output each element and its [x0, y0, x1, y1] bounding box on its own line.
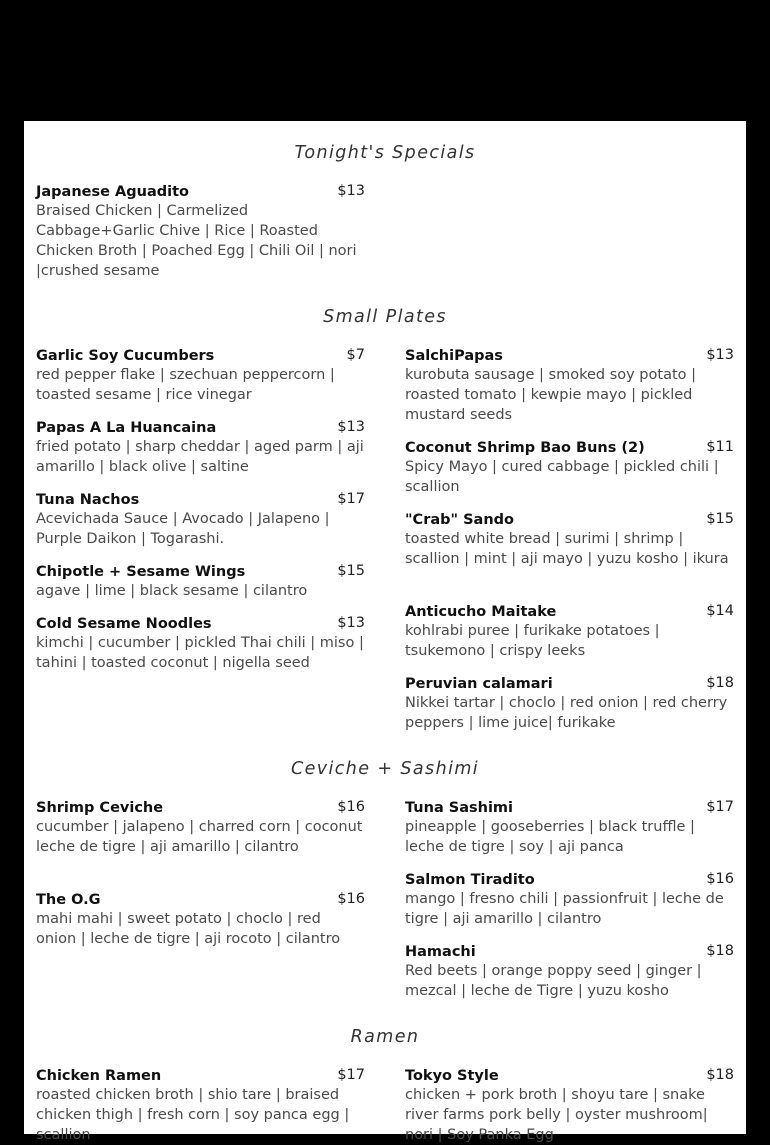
item-description: cucumber | jalapeno | charred corn | coconut leche de tigre | aji amarillo | cilantro: [36, 819, 363, 855]
section-title-ceviche-sashimi: Ceviche + Sashimi: [290, 759, 480, 779]
item-name: Tokyo Style: [405, 1068, 499, 1084]
item-name: Japanese Aguadito: [36, 184, 189, 200]
item-description: Acevichada Sauce | Avocado | Jalapeno | Purple Daikon | Togarashi.: [36, 511, 330, 547]
item-description: kurobuta sausage | smoked soy potato | roasted tomato | kewpie mayo | pickled mustard seeds: [405, 367, 697, 423]
item-price: $16: [337, 799, 365, 815]
item-description: pineapple | gooseberries | black truffle | leche de tigre | soy | aji panca: [405, 819, 695, 855]
item-price: $17: [337, 1067, 365, 1083]
item-name: Hamachi: [405, 944, 476, 960]
menu-item: [405, 509, 734, 569]
menu-item: [405, 869, 734, 929]
menu-item: [405, 673, 734, 733]
item-price: $18: [706, 1067, 734, 1083]
menu-item: [405, 601, 734, 661]
item-description: red pepper flake | szechuan peppercorn | toasted sesame | rice vinegar: [36, 367, 335, 403]
item-name: Peruvian calamari: [405, 676, 553, 692]
item-name: Papas A La Huancaina: [36, 420, 217, 436]
item-price: $15: [337, 563, 365, 579]
item-name: Anticucho Maitake: [405, 604, 557, 620]
item-description: Spicy Mayo | cured cabbage | pickled chili | scallion: [405, 459, 719, 495]
menu-item: [405, 345, 734, 425]
item-name: Coconut Shrimp Bao Buns (2): [405, 440, 645, 456]
menu-item: [405, 1065, 734, 1145]
item-description: toasted white bread | surimi | shrimp | scallion | mint | aji mayo | yuzu kosho | ikura: [405, 531, 729, 567]
menu-item: [36, 1065, 365, 1145]
item-price: $17: [706, 799, 734, 815]
item-name: SalchiPapas: [405, 348, 503, 364]
menu-item: [36, 489, 365, 549]
item-description: Red beets | orange poppy seed | ginger | mezcal | leche de Tigre | yuzu kosho: [405, 963, 702, 999]
item-description: Nikkei tartar | choclo | red onion | red cherry peppers | lime juice| furikake: [405, 695, 728, 731]
item-name: Tuna Nachos: [36, 492, 140, 508]
menu-item: [36, 417, 365, 477]
item-name: Chicken Ramen: [36, 1068, 162, 1084]
item-description: chicken + pork broth | shoyu tare | snake river farms pork belly | oyster mushroom| nori | Soy Panka Egg: [405, 1087, 708, 1143]
menu-item: [36, 889, 365, 949]
item-description: kohlrabi puree | furikake potatoes | tsukemono | crispy leeks: [405, 623, 660, 659]
item-name: "Crab" Sando: [405, 512, 515, 528]
item-price: $7: [346, 347, 365, 363]
item-price: $13: [706, 347, 734, 363]
item-description: roasted chicken broth | shio tare | braised chicken thigh | fresh corn | soy panca egg | scallion: [36, 1087, 350, 1143]
section-title-small-plates: Small Plates: [323, 307, 447, 327]
item-name: Salmon Tiradito: [405, 872, 535, 888]
item-name: Tuna Sashimi: [405, 800, 514, 816]
item-price: $13: [337, 183, 365, 199]
section-title-specials: Tonight's Specials: [294, 143, 476, 163]
menu-item: [36, 345, 365, 405]
menu-item: [36, 797, 365, 857]
menu-item: [405, 797, 734, 857]
item-description: agave | lime | black sesame | cilantro: [36, 583, 308, 599]
item-description: Braised Chicken | Carmelized Cabbage+Garlic Chive | Rice | Roasted Chicken Broth | Poached Egg | Chili Oil | nori |crushed sesame: [36, 203, 357, 279]
item-name: Cold Sesame Noodles: [36, 616, 212, 632]
item-name: Chipotle + Sesame Wings: [36, 564, 246, 580]
menu-item: [405, 941, 734, 1001]
item-description: mango | fresno chili | passionfruit | leche de tigre | aji amarillo | cilantro: [405, 891, 724, 927]
item-price: $17: [337, 491, 365, 507]
menu-item: [36, 613, 365, 673]
item-description: fried potato | sharp cheddar | aged parm | aji amarillo | black olive | saltine: [36, 439, 364, 475]
item-price: $16: [337, 891, 365, 907]
item-price: $13: [337, 615, 365, 631]
item-description: mahi mahi | sweet potato | choclo | red onion | leche de tigre | aji rocoto | cilantro: [36, 911, 341, 947]
menu-item: [36, 561, 365, 601]
item-price: $11: [706, 439, 734, 455]
item-name: Garlic Soy Cucumbers: [36, 348, 215, 364]
item-price: $13: [337, 419, 365, 435]
item-price: $18: [706, 675, 734, 691]
item-price: $16: [706, 871, 734, 887]
item-name: The O.G: [36, 892, 101, 908]
item-name: Shrimp Ceviche: [36, 800, 164, 816]
item-price: $18: [706, 943, 734, 959]
item-description: kimchi | cucumber | pickled Thai chili | miso | tahini | toasted coconut | nigella seed: [36, 635, 364, 671]
item-price: $15: [706, 511, 734, 527]
menu-item: [36, 181, 365, 281]
menu-item: [405, 437, 734, 497]
item-price: $14: [706, 603, 734, 619]
section-title-ramen: Ramen: [350, 1027, 420, 1047]
menu-sheet: [24, 121, 746, 1143]
